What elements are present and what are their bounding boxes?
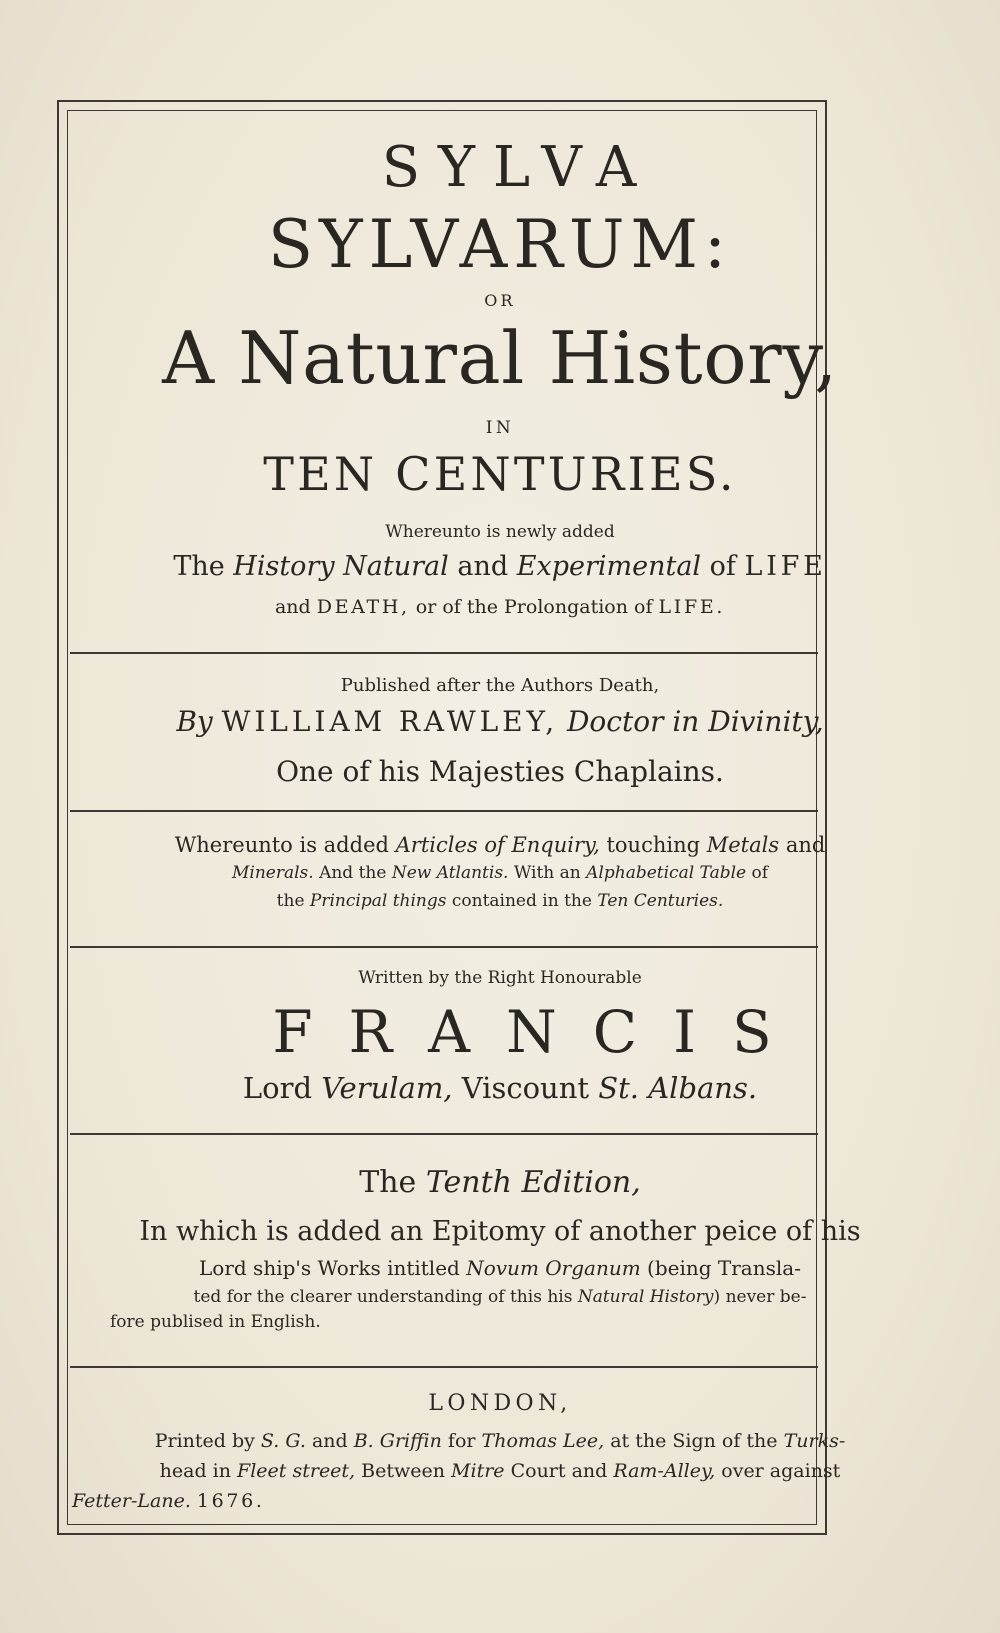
articles-line-2: Minerals. And the New Atlantis. With an Alphabetical Table of [231, 863, 769, 883]
divider-4 [70, 1133, 818, 1135]
editor-line: By WILLIAM RAWLEY, Doctor in Divinity, [176, 705, 824, 738]
divider-2 [70, 810, 818, 812]
death-prolongation-line: and DEATH, or of the Prolongation of LIFE. [274, 596, 726, 618]
place-london: LONDON, [428, 1391, 572, 1416]
written-by-line: Written by the Right Honourable [358, 968, 642, 988]
divider-3 [70, 946, 818, 948]
author-francis: FRANCIS [272, 998, 808, 1066]
divider-1 [70, 652, 818, 654]
ten-centuries: TEN CENTURIES. [263, 447, 737, 501]
title-sylvarum: SYLVARUM: [267, 206, 733, 283]
title-sylva: SYLVA [381, 135, 655, 200]
imprint-line-1: Printed by S. G. and B. Griffin for Thomas Lee, at the Sign of the Turks- [154, 1430, 846, 1452]
imprint-line-2: head in Fleet street, Between Mitre Court and Ram-Alley, over against [159, 1460, 841, 1482]
edition-line: The Tenth Edition, [359, 1165, 641, 1200]
imprint-line-3: Fetter-Lane. 1676. [72, 1490, 265, 1512]
newly-added-intro: Whereunto is newly added [385, 522, 615, 542]
or-word: OR [484, 291, 516, 310]
in-word: IN [485, 418, 515, 438]
divider-5 [70, 1366, 818, 1368]
history-life-line: The History Natural and Experimental of LIFE [173, 551, 827, 582]
epitome-line-1: In which is added an Epitomy of another peice of his [139, 1216, 861, 1247]
subtitle-natural-history: A Natural History, [162, 316, 838, 400]
articles-line-1: Whereunto is added Articles of Enquiry, touching Metals and [174, 833, 826, 857]
articles-line-3: the Principal things contained in the Ten Centuries. [276, 891, 724, 911]
published-after-line: Published after the Authors Death, [340, 675, 660, 696]
epitome-line-4: fore publised in English. [110, 1312, 321, 1332]
epitome-line-2: Lord ship's Works intitled Novum Organum (being Transla- [199, 1256, 801, 1280]
author-title-line: Lord Verulam, Viscount St. Albans. [242, 1071, 758, 1105]
chaplain-line: One of his Majesties Chaplains. [276, 755, 724, 788]
epitome-line-3: ted for the clearer understanding of this his Natural History) never be- [193, 1287, 807, 1307]
